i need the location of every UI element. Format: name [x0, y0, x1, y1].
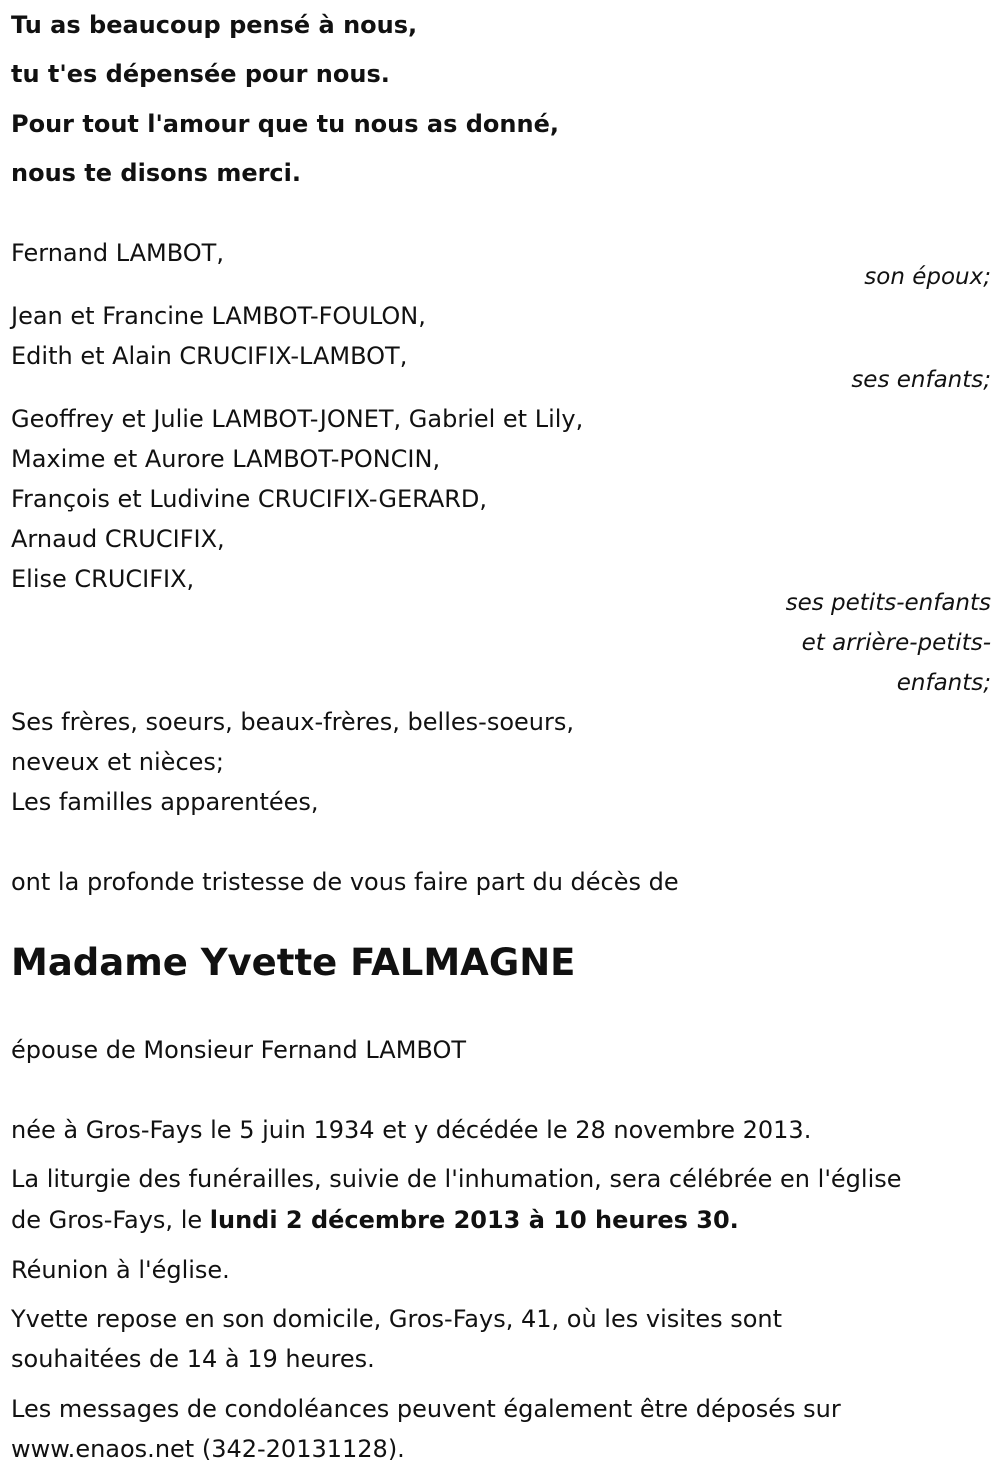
- grandchildren-role-line-3: enfants;: [896, 670, 991, 696]
- verse-line-4: nous te disons merci.: [11, 159, 302, 187]
- family-line-1: Ses frères, soeurs, beaux-frères, belles-soeurs,: [11, 708, 574, 736]
- liturgy-line-2-prefix: de Gros-Fays, le: [11, 1206, 210, 1234]
- rest-line-1: Yvette repose en son domicile, Gros-Fays, 41, où les visites sont: [11, 1305, 783, 1333]
- spouse-name: Fernand LAMBOT,: [11, 239, 224, 267]
- verse-line-3: Pour tout l'amour que tu nous as donné,: [11, 110, 559, 138]
- birth-death-line: née à Gros-Fays le 5 juin 1934 et y décédée le 28 novembre 2013.: [11, 1116, 812, 1144]
- grandchild-line-3: François et Ludivine CRUCIFIX-GERARD,: [11, 485, 488, 513]
- meeting-line: Réunion à l'église.: [11, 1256, 230, 1284]
- announcement-text: ont la profonde tristesse de vous faire part du décès de: [11, 868, 679, 896]
- liturgy-line-1: La liturgie des funérailles, suivie de l'inhumation, sera célébrée en l'église: [11, 1165, 902, 1193]
- spouse-role: son époux;: [864, 264, 991, 290]
- grandchild-line-1: Geoffrey et Julie LAMBOT-JONET, Gabriel et Lily,: [11, 405, 584, 433]
- deceased-spouse-line: épouse de Monsieur Fernand LAMBOT: [11, 1036, 467, 1064]
- rest-line-2: souhaitées de 14 à 19 heures.: [11, 1345, 375, 1373]
- condolences-line-2: www.enaos.net (342-20131128).: [11, 1435, 405, 1463]
- grandchildren-role-line-2: et arrière-petits-: [801, 630, 991, 656]
- children-role: ses enfants;: [851, 367, 991, 393]
- liturgy-line-2: [11, 1205, 739, 1235]
- grandchild-line-5: Elise CRUCIFIX,: [11, 565, 195, 593]
- family-line-2: neveux et nièces;: [11, 748, 224, 776]
- condolences-line-1: Les messages de condoléances peuvent également être déposés sur: [11, 1395, 841, 1423]
- verse-line-2: tu t'es dépensée pour nous.: [11, 60, 390, 88]
- grandchildren-role-line-1: ses petits-enfants: [785, 590, 991, 616]
- deceased-name: Madame Yvette FALMAGNE: [11, 941, 576, 984]
- obituary-notice: [11, 0, 991, 1484]
- child-line-2: Edith et Alain CRUCIFIX-LAMBOT,: [11, 342, 408, 370]
- family-line-3: Les familles apparentées,: [11, 788, 319, 816]
- grandchild-line-4: Arnaud CRUCIFIX,: [11, 525, 225, 553]
- verse-line-1: Tu as beaucoup pensé à nous,: [11, 11, 418, 39]
- funeral-date-time: lundi 2 décembre 2013 à 10 heures 30.: [209, 1206, 739, 1234]
- grandchild-line-2: Maxime et Aurore LAMBOT-PONCIN,: [11, 445, 441, 473]
- child-line-1: Jean et Francine LAMBOT-FOULON,: [11, 302, 426, 330]
